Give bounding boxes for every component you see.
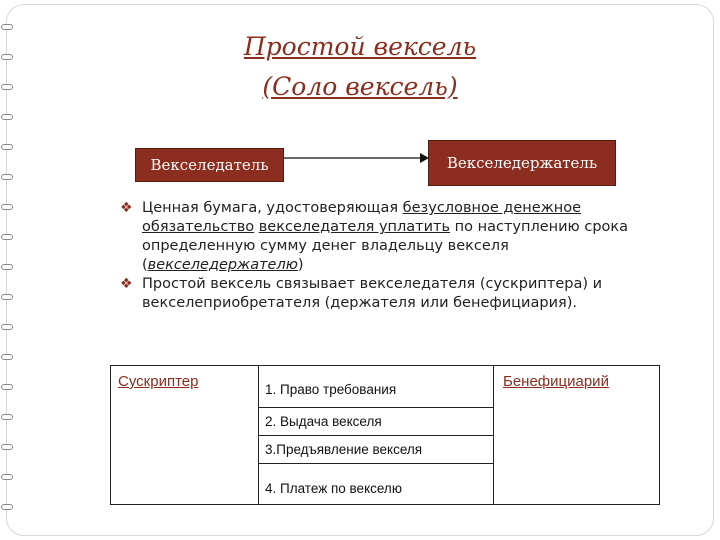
relation-row: 2. Выдача векселя — [265, 414, 382, 429]
ring-icon — [1, 414, 13, 420]
ring-icon — [1, 444, 13, 450]
ring-icon — [1, 504, 13, 510]
relation-row: 4. Платеж по векселю — [265, 481, 402, 496]
diamond-bullet-icon: ❖ — [120, 200, 133, 216]
bullet-text: ) — [297, 257, 304, 273]
diamond-bullet-icon: ❖ — [120, 276, 133, 292]
ring-icon — [1, 384, 13, 390]
right-party-label: Бенефициарий — [503, 373, 609, 390]
row-divider — [258, 407, 494, 408]
drawer-box — [135, 148, 284, 182]
row-divider — [258, 435, 494, 436]
page-title: Простой вексель — [243, 32, 477, 61]
bullet-text-underlined: векселедателя уплатить — [258, 219, 451, 235]
left-party-label: Сускриптер — [118, 373, 199, 390]
bullet-text: по наступлению срока определенную сумму денег владельцу векселя ( — [142, 219, 629, 273]
ring-icon — [1, 474, 13, 480]
page-subtitle: (Соло вексель) — [262, 72, 458, 101]
bullet-item — [120, 275, 640, 313]
drawer-label: Векселедатель — [150, 156, 269, 174]
ring-icon — [1, 144, 13, 150]
ring-icon — [1, 234, 13, 240]
ring-icon — [1, 294, 13, 300]
ring-icon — [1, 354, 13, 360]
bullet-item — [120, 199, 640, 275]
ring-icon — [1, 174, 13, 180]
bullet-list — [120, 199, 640, 313]
bullet-text-underlined: безусловное денежное обязательство — [142, 200, 582, 235]
relation-row: 3.Предъявление векселя — [265, 442, 423, 457]
holder-label: Векселедержатель — [446, 154, 598, 172]
arrow-right-icon — [284, 152, 430, 164]
bullet-text: Ценная бумага, удостоверяющая — [142, 200, 403, 216]
holder-box — [428, 140, 616, 186]
ring-icon — [1, 204, 13, 210]
row-divider — [258, 463, 494, 464]
ring-icon — [1, 114, 13, 120]
relation-row: 1. Право требования — [265, 382, 397, 397]
bullet-text: Простой вексель связывает векселедателя (сускриптера) и векселеприобретателя (держателя или бенефициария). — [142, 276, 603, 311]
ring-icon — [1, 324, 13, 330]
ring-icon — [1, 264, 13, 270]
bullet-text-underlined-italic: векселедержателю — [147, 257, 298, 273]
